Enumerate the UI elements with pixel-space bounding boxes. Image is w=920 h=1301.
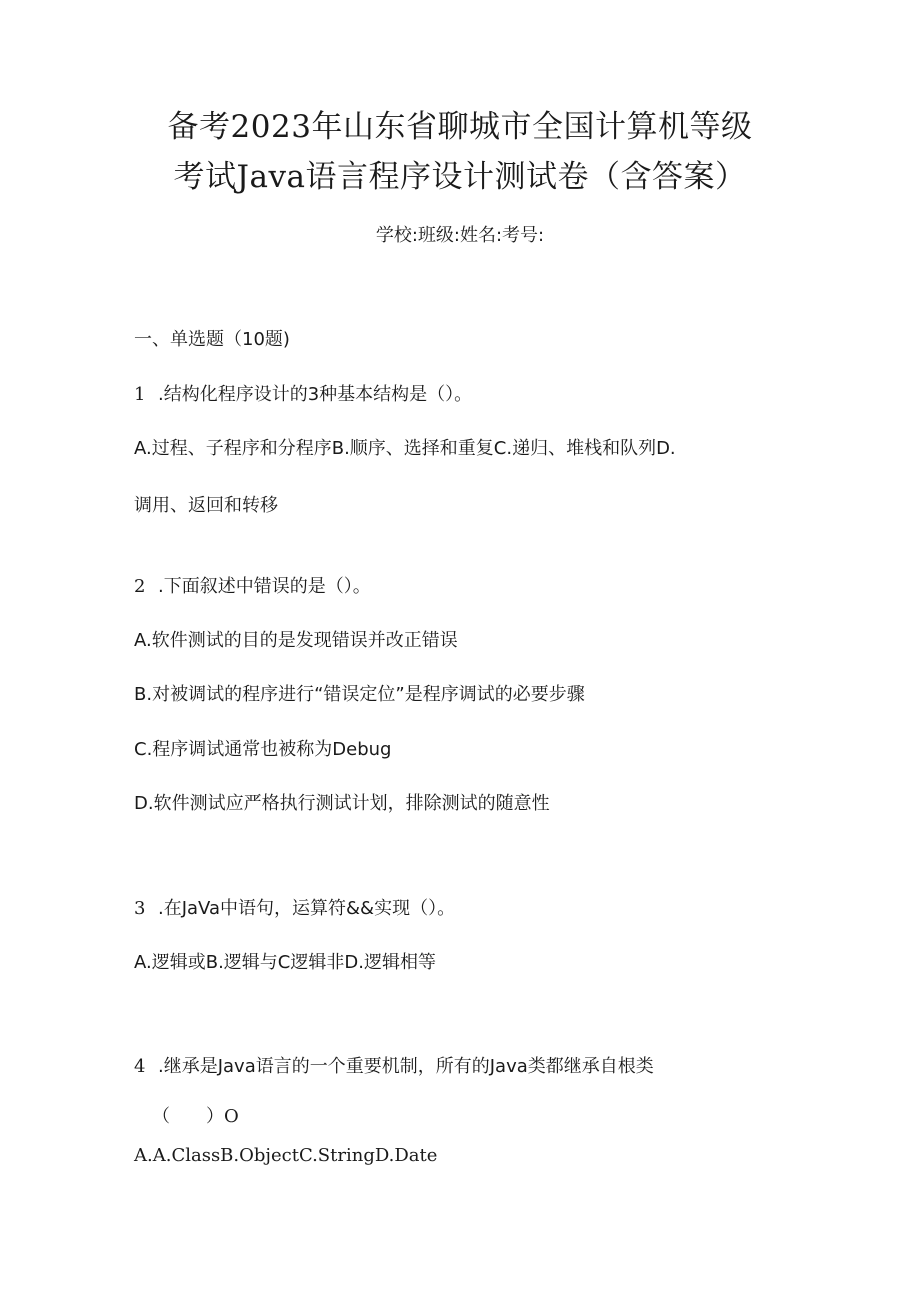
- question-1-stem: [134, 386, 472, 404]
- question-4-options: A.A.ClassB.ObjectC.StringD.Date: [134, 1145, 438, 1166]
- question-2-option-c: C.程序调试通常也被称为Debug: [134, 739, 392, 760]
- question-2-option-b: B.对被调试的程序进行“错误定位”是程序调试的必要步骤: [134, 684, 585, 705]
- question-1-number: 1: [134, 384, 146, 405]
- question-3-text: .在JaVa中语句，运算符&&实现（）。: [158, 898, 456, 919]
- question-3-stem: [134, 900, 455, 918]
- question-4-text: .继承是Java语言的一个重要机制，所有的Java类都继承自根类: [158, 1056, 654, 1077]
- question-2-stem: [134, 578, 371, 596]
- student-info-line: 学校:班级:姓名:考号:: [375, 225, 545, 246]
- document-title-line-1: 备考2023年山东省聊城市全国计算机等级: [167, 109, 753, 145]
- question-4-stem-continuation: （ ）O: [152, 1106, 239, 1127]
- question-2-text: .下面叙述中错误的是（）。: [158, 576, 371, 597]
- section-heading: 一、单选题（10题): [134, 329, 290, 350]
- question-2-number: 2: [134, 576, 146, 597]
- question-3-number: 3: [134, 898, 146, 919]
- question-4-number: 4: [134, 1056, 146, 1077]
- question-2-option-a: A.软件测试的目的是发现错误并改正错误: [134, 630, 458, 651]
- question-1-options-line-2: 调用、返回和转移: [134, 495, 278, 516]
- question-2-option-d: D.软件测试应严格执行测试计划，排除测试的随意性: [134, 793, 550, 814]
- question-3-options: A.逻辑或B.逻辑与C逻辑非D.逻辑相等: [134, 952, 436, 973]
- question-4-stem: [134, 1058, 654, 1076]
- question-1-options-line-1: A.过程、子程序和分程序B.顺序、选择和重复C.递归、堆栈和队列D.: [134, 438, 676, 459]
- question-1-text: .结构化程序设计的3种基本结构是（）。: [158, 384, 473, 405]
- document-title-line-2: 考试Java语言程序设计测试卷（含答案）: [173, 159, 747, 195]
